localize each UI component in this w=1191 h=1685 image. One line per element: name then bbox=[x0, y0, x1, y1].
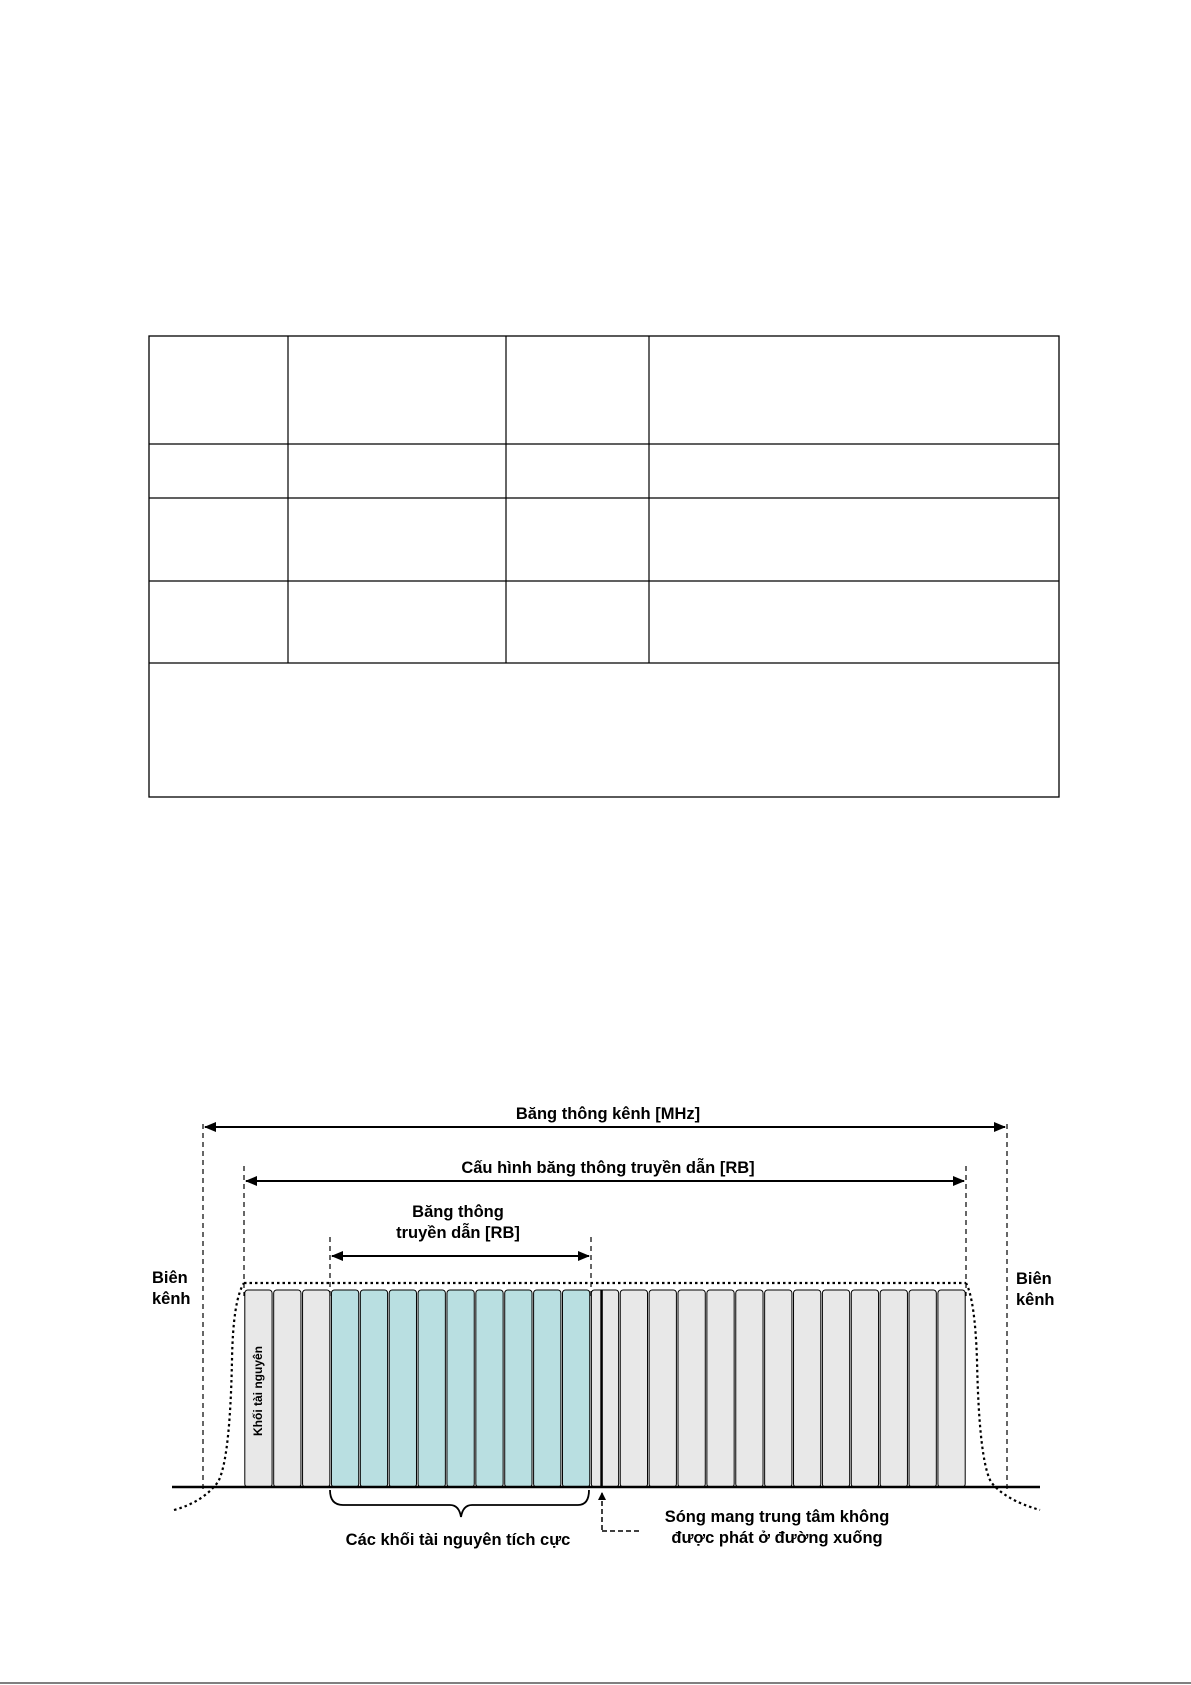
active-rbs-brace bbox=[330, 1490, 589, 1517]
channel-edge-right-line1: Biên bbox=[1016, 1270, 1052, 1288]
active-resource-block bbox=[562, 1290, 589, 1487]
channel-edge-left-line2: kênh bbox=[152, 1290, 191, 1308]
resource-block bbox=[620, 1290, 647, 1487]
resource-block bbox=[880, 1290, 907, 1487]
resource-block bbox=[591, 1290, 618, 1487]
active-resource-block bbox=[418, 1290, 445, 1487]
cropped-bottom-edge bbox=[0, 1672, 1191, 1685]
table-border bbox=[149, 336, 1059, 797]
resource-blocks bbox=[245, 1290, 965, 1487]
channel-bandwidth-label: Băng thông kênh [MHz] bbox=[515, 1105, 701, 1123]
dotted-envelope-left bbox=[174, 1283, 244, 1510]
dc-carrier-label-line2: được phát ở đường xuống bbox=[671, 1529, 883, 1547]
active-rbs-label: Các khối tài nguyên tích cực bbox=[345, 1531, 571, 1549]
resource-block bbox=[794, 1290, 821, 1487]
resource-block bbox=[707, 1290, 734, 1487]
channel-edge-right-line2: kênh bbox=[1016, 1291, 1055, 1309]
active-resource-block bbox=[389, 1290, 416, 1487]
resource-block bbox=[736, 1290, 763, 1487]
active-resource-block bbox=[447, 1290, 474, 1487]
resource-block bbox=[274, 1290, 301, 1487]
empty-table bbox=[0, 0, 1191, 800]
tx-bandwidth-label-line2: truyền dẫn [RB] bbox=[396, 1224, 520, 1242]
channel-edge-left-line1: Biên bbox=[152, 1269, 188, 1287]
tx-bandwidth-label-line1: Băng thông bbox=[412, 1203, 504, 1221]
resource-block-label: Khối tài nguyên bbox=[251, 1346, 265, 1436]
dotted-envelope-right bbox=[966, 1283, 1040, 1510]
active-resource-block bbox=[476, 1290, 503, 1487]
resource-block bbox=[851, 1290, 878, 1487]
rb-bandwidth-diagram bbox=[0, 1080, 1191, 1600]
resource-block bbox=[303, 1290, 330, 1487]
dc-carrier-label-line1: Sóng mang trung tâm không bbox=[664, 1508, 890, 1526]
resource-block bbox=[938, 1290, 965, 1487]
resource-block bbox=[822, 1290, 849, 1487]
active-resource-block bbox=[331, 1290, 358, 1487]
tx-config-label: Cấu hình băng thông truyền dẫn [RB] bbox=[461, 1159, 755, 1177]
resource-block bbox=[765, 1290, 792, 1487]
resource-block bbox=[909, 1290, 936, 1487]
resource-block bbox=[649, 1290, 676, 1487]
resource-block bbox=[678, 1290, 705, 1487]
active-resource-block bbox=[505, 1290, 532, 1487]
active-resource-block bbox=[360, 1290, 387, 1487]
active-resource-block bbox=[534, 1290, 561, 1487]
